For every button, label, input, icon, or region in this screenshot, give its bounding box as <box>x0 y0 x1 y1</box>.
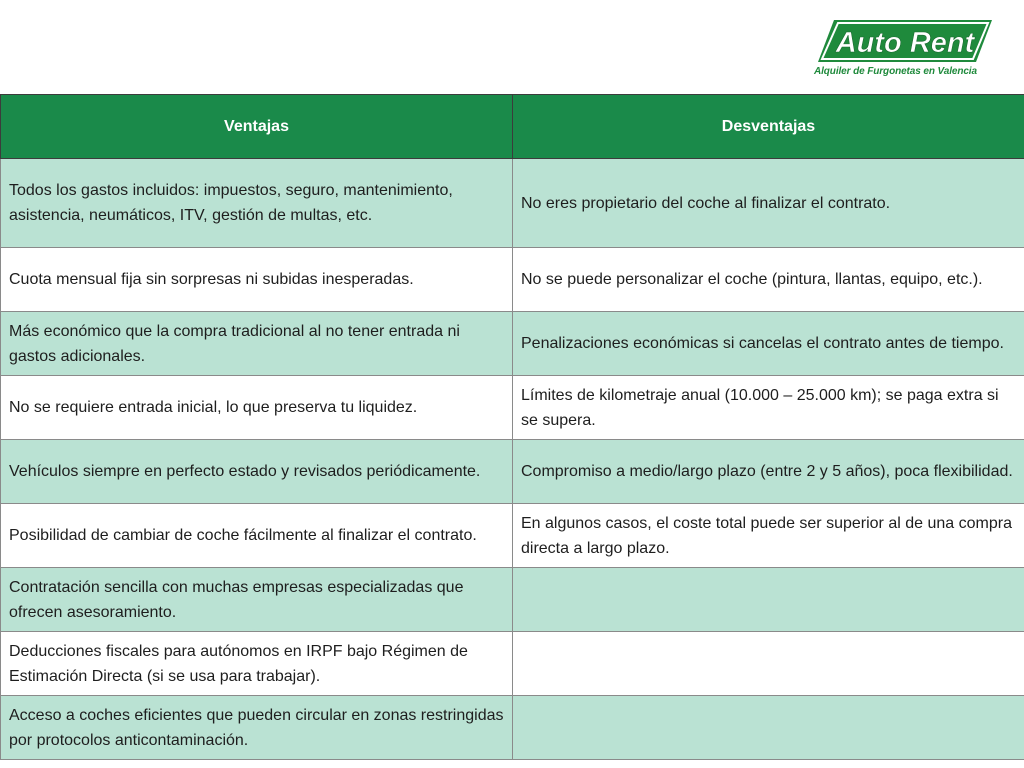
header-desventajas: Desventajas <box>513 95 1024 159</box>
desventaja-cell <box>513 632 1024 696</box>
desventaja-cell: No se puede personalizar el coche (pintura, llantas, equipo, etc.). <box>513 248 1024 312</box>
table-row <box>1 632 1024 696</box>
desventaja-cell: No eres propietario del coche al finalizar el contrato. <box>513 159 1024 248</box>
desventaja-cell: Límites de kilometraje anual (10.000 – 25.000 km); se paga extra si se supera. <box>513 376 1024 440</box>
desventaja-cell: Compromiso a medio/largo plazo (entre 2 y 5 años), poca flexibilidad. <box>513 440 1024 504</box>
ventaja-cell: No se requiere entrada inicial, lo que preserva tu liquidez. <box>1 376 513 440</box>
desventaja-cell <box>513 568 1024 632</box>
table-row <box>1 376 1024 440</box>
desventaja-cell: Penalizaciones económicas si cancelas el contrato antes de tiempo. <box>513 312 1024 376</box>
table-row <box>1 159 1024 248</box>
auto-rent-logo-mark <box>812 16 994 66</box>
comparison-table <box>0 94 1024 760</box>
ventaja-cell: Posibilidad de cambiar de coche fácilmente al finalizar el contrato. <box>1 504 513 568</box>
brand-name: Auto Rent <box>835 27 975 59</box>
ventaja-cell: Vehículos siempre en perfecto estado y revisados periódicamente. <box>1 440 513 504</box>
ventaja-cell: Deducciones fiscales para autónomos en IRPF bajo Régimen de Estimación Directa (si se usa para trabajar). <box>1 632 513 696</box>
table-row <box>1 696 1024 760</box>
table-row <box>1 504 1024 568</box>
header-ventajas: Ventajas <box>1 95 513 159</box>
ventaja-cell: Cuota mensual fija sin sorpresas ni subidas inesperadas. <box>1 248 513 312</box>
ventaja-cell: Acceso a coches eficientes que pueden circular en zonas restringidas por protocolos anticontaminación. <box>1 696 513 760</box>
table-row <box>1 440 1024 504</box>
table-row <box>1 568 1024 632</box>
ventaja-cell: Más económico que la compra tradicional al no tener entrada ni gastos adicionales. <box>1 312 513 376</box>
ventaja-cell: Contratación sencilla con muchas empresas especializadas que ofrecen asesoramiento. <box>1 568 513 632</box>
ventaja-cell: Todos los gastos incluidos: impuestos, seguro, mantenimiento, asistencia, neumáticos, ITV, gestión de multas, etc. <box>1 159 513 248</box>
desventaja-cell: En algunos casos, el coste total puede ser superior al de una compra directa a largo plazo. <box>513 504 1024 568</box>
desventaja-cell <box>513 696 1024 760</box>
brand-logo <box>812 16 994 82</box>
table-header-row <box>1 95 1024 159</box>
table-row <box>1 248 1024 312</box>
brand-tagline: Alquiler de Furgonetas en Valencia <box>814 66 977 77</box>
table-row <box>1 312 1024 376</box>
